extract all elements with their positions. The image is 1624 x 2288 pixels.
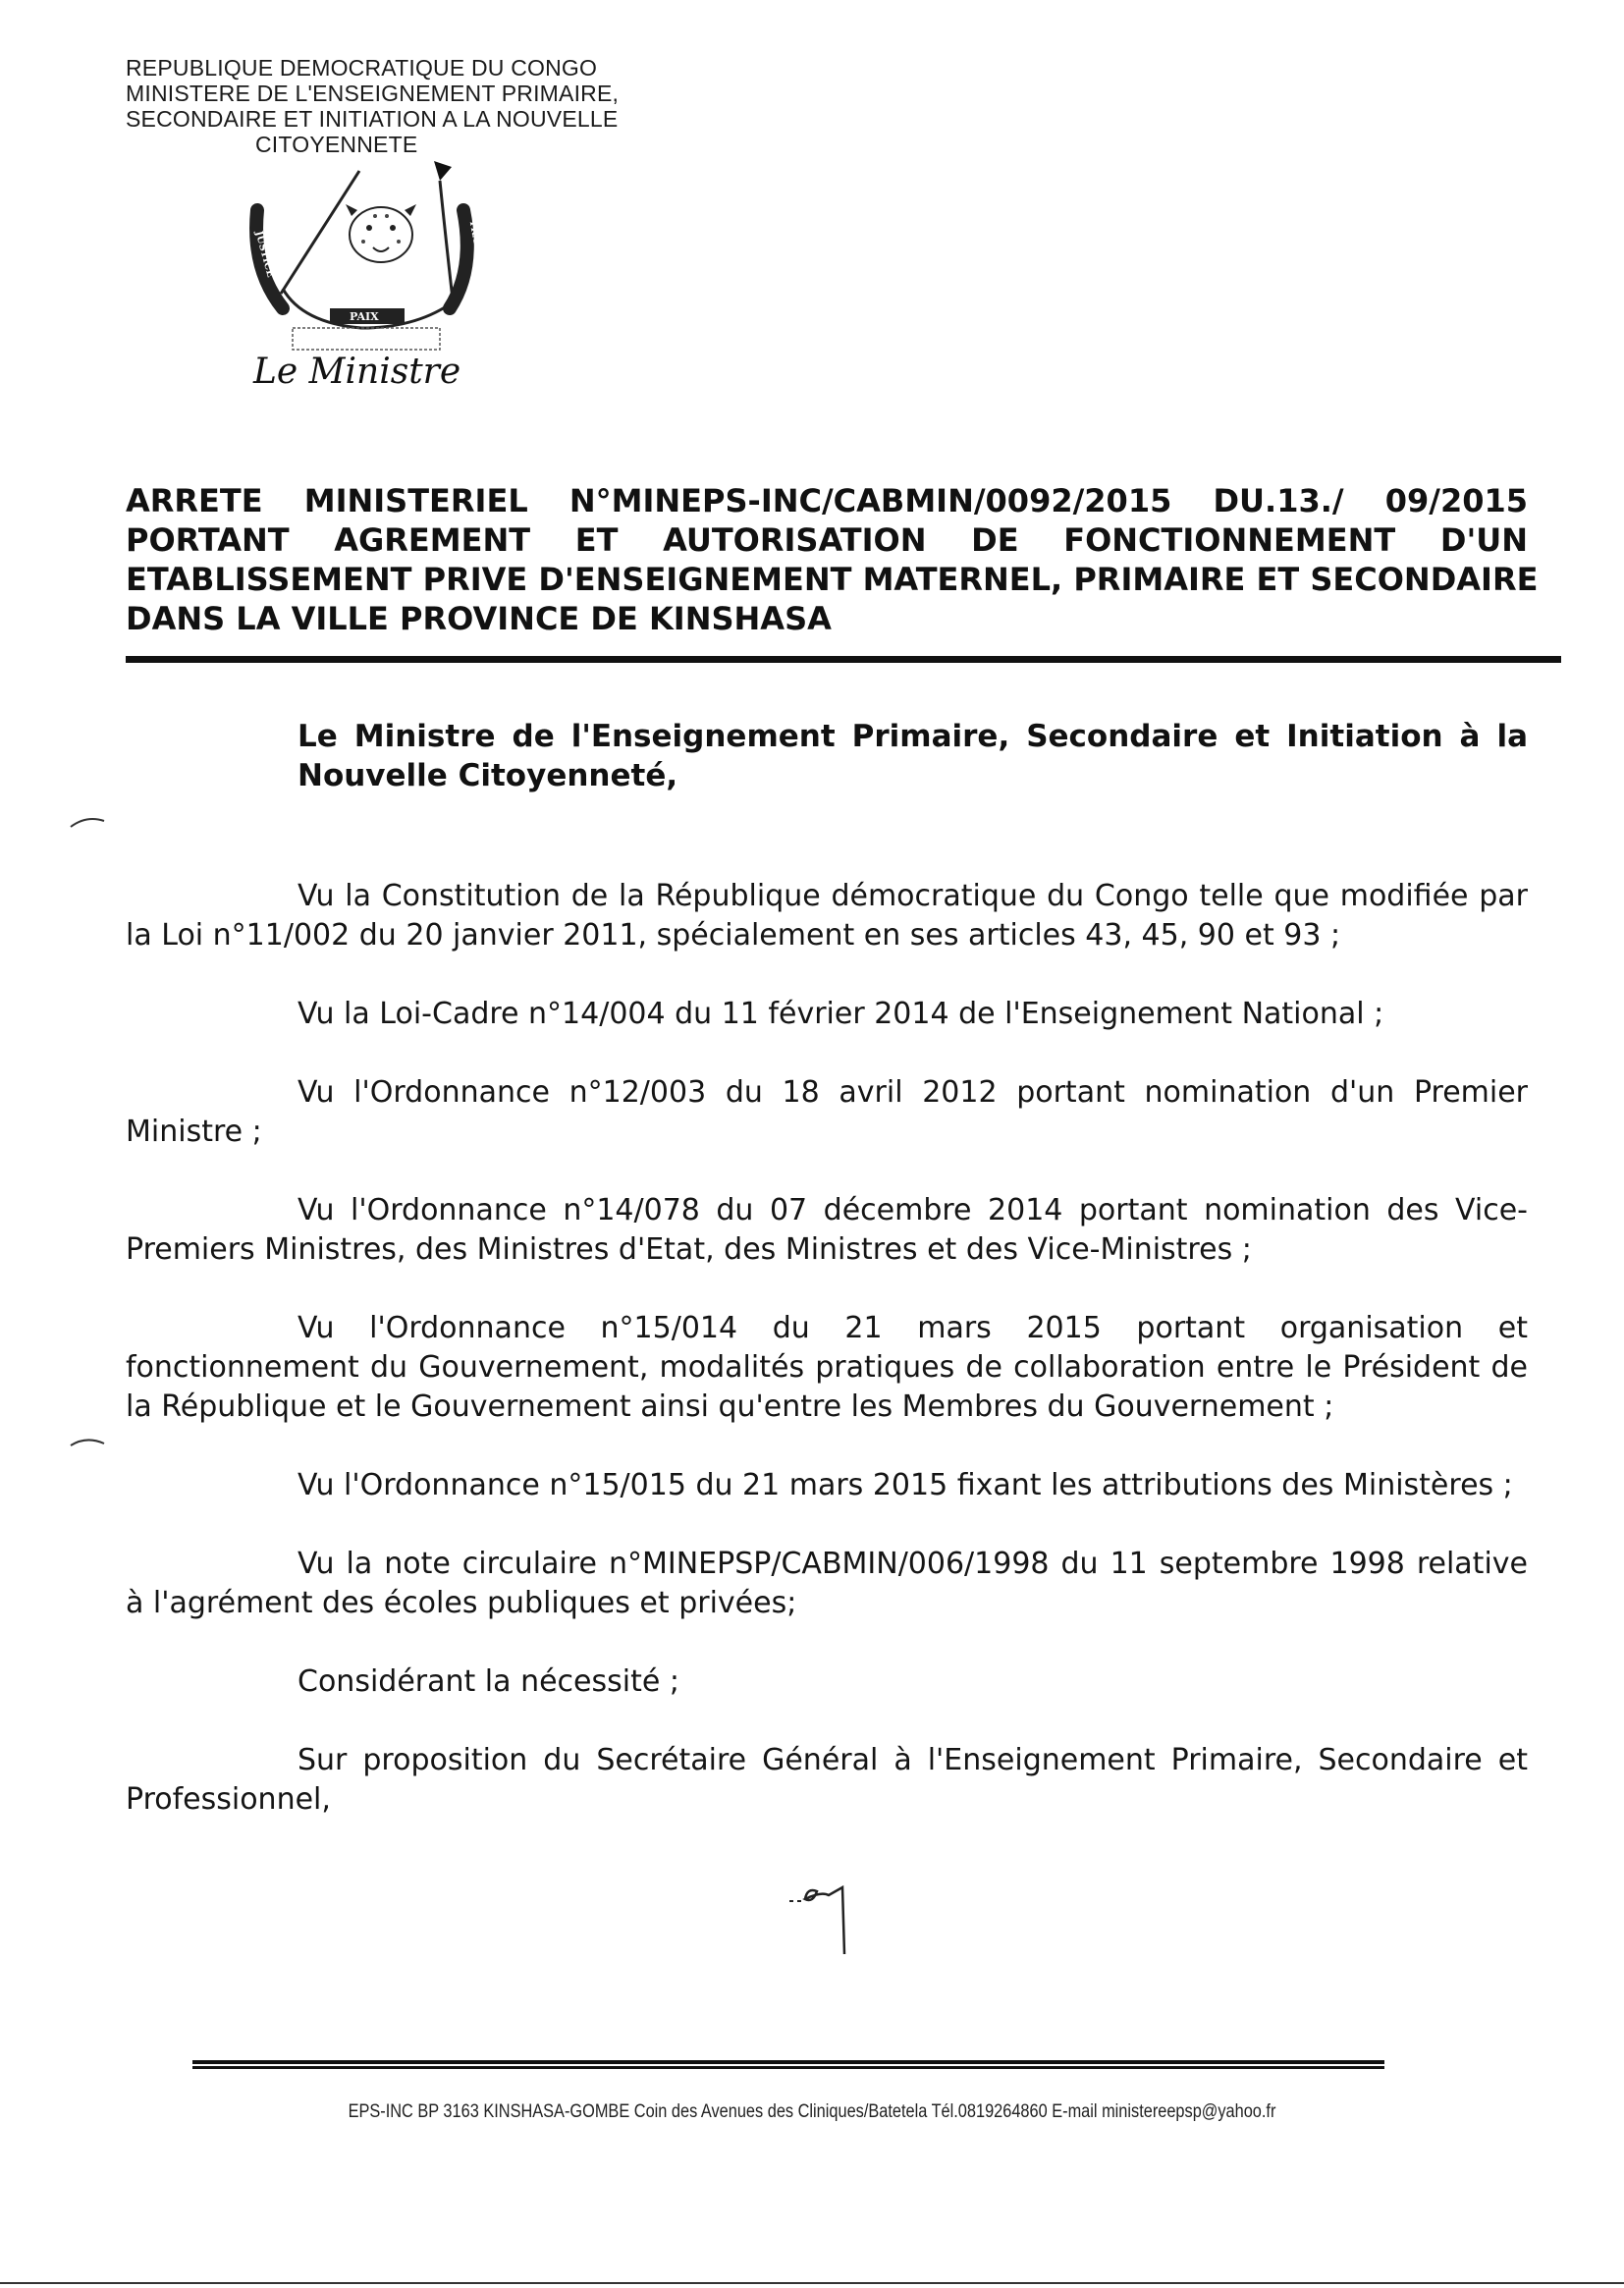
paragraph: Vu l'Ordonnance n°15/014 du 21 mars 2015 portant organisation et fonctionnement du Gouvernement, modalités pratiques de collaboration entre le Président de la République et le Gouvernement ainsi qu'entre les Membres du Gouvernement ; <box>126 1311 1528 1424</box>
footer-address: EPS-INC BP 3163 KINSHASA-GOMBE Coin des Avenues des Cliniques/Batetela Tél.0819264860 E-mail ministereepsp@yahoo.fr <box>348 2101 1276 2122</box>
motto-word: JUSTICE <box>252 230 276 279</box>
paragraph: Vu l'Ordonnance n°14/078 du 07 décembre 2014 portant nomination des Vice-Premiers Ministres, des Ministres d'Etat, des Ministres et des Vice-Ministres ; <box>126 1193 1528 1267</box>
title-line: DANS LA VILLE PROVINCE DE KINSHASA <box>126 600 832 637</box>
preamble <box>126 877 1528 1820</box>
paragraph: Vu la note circulaire n°MINEPSP/CABMIN/006/1998 du 11 septembre 1998 relative à l'agrément des écoles publiques et privées; <box>126 1547 1528 1620</box>
title-line: ETABLISSEMENT PRIVE D'ENSEIGNEMENT MATERNEL, PRIMAIRE ET SECONDAIRE <box>126 561 1539 598</box>
decree-title <box>126 481 1539 638</box>
letterhead <box>126 55 715 157</box>
paragraph: Sur proposition du Secrétaire Général à l'Enseignement Primaire, Secondaire et Professionnel, <box>126 1743 1528 1817</box>
minister-intro: Le Ministre de l'Enseignement Primaire, Secondaire et Initiation à la Nouvelle Citoyenneté, <box>298 719 1528 793</box>
letterhead-line: MINISTERE DE L'ENSEIGNEMENT PRIMAIRE, <box>126 81 620 106</box>
footer-divider <box>192 2060 1384 2070</box>
handwritten-initials-icon <box>785 1870 864 1958</box>
title-line: PORTANT AGREMENT ET AUTORISATION DE FONCTIONNEMENT D'UN <box>126 521 1528 559</box>
paragraph: Vu l'Ordonnance n°12/003 du 18 avril 2012 portant nomination d'un Premier Ministre ; <box>126 1075 1528 1149</box>
scan-edge <box>0 2282 1624 2284</box>
coat-of-arms-icon <box>244 161 499 367</box>
paragraph: Considérant la nécessité ; <box>298 1664 679 1699</box>
letterhead-line: SECONDAIRE ET INITIATION A LA NOUVELLE <box>126 106 619 132</box>
motto-word: TRAVAIL <box>466 218 486 269</box>
paragraph: Vu l'Ordonnance n°15/015 du 21 mars 2015 fixant les attributions des Ministères ; <box>298 1468 1513 1502</box>
margin-tick-icon <box>69 1434 108 1453</box>
motto-word: PAIX <box>350 310 379 323</box>
title-divider <box>126 656 1561 663</box>
paragraph: Vu la Loi-Cadre n°14/004 du 11 février 2014 de l'Enseignement National ; <box>298 997 1384 1031</box>
letterhead-line: CITOYENNETE <box>255 132 418 157</box>
signature-title: Le Ministre <box>253 352 461 392</box>
letterhead-line: REPUBLIQUE DEMOCRATIQUE DU CONGO <box>126 55 598 81</box>
margin-tick-icon <box>69 813 108 833</box>
title-line: ARRETE MINISTERIEL N°MINEPS-INC/CABMIN/0092/2015 DU.13./ 09/2015 <box>126 482 1528 519</box>
paragraph: Vu la Constitution de la République démocratique du Congo telle que modifiée par la Loi n°11/002 du 20 janvier 2011, spécialement en ses articles 43, 45, 90 et 93 ; <box>126 879 1528 953</box>
